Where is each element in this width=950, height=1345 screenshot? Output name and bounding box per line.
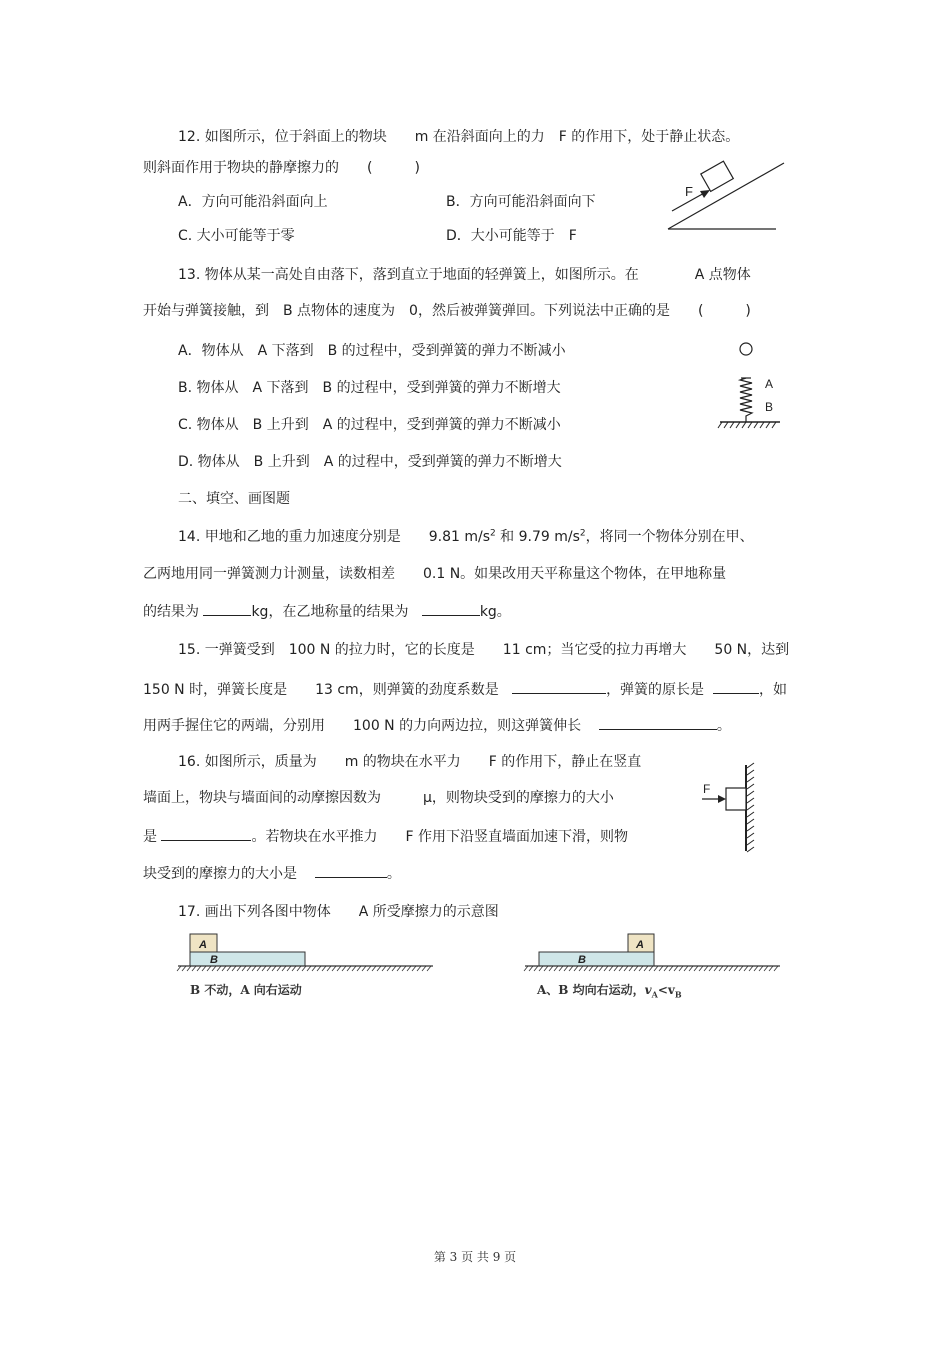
ground-hatch [654, 966, 658, 971]
ground-hatch [599, 966, 603, 971]
ground-hatch [639, 966, 643, 971]
ground-hatch [187, 966, 191, 971]
ground-hatch [589, 966, 593, 971]
q13-line2: 开始与弹簧接触，到 B 点物体的速度为 0，然后被弹簧弹回。下列说法中正确的是 ( ) [143, 303, 751, 319]
ground-hatch [584, 966, 588, 971]
ground-hatch [759, 966, 763, 971]
ground-hatch [217, 966, 221, 971]
ground-hatch [232, 966, 236, 971]
q12-option-b: B．方向可能沿斜面向下 [446, 194, 596, 210]
q16-line4: 块受到的摩擦力的大小是 。 [143, 863, 401, 883]
ground-hatch [387, 966, 391, 971]
q17-line1: 17. 画出下列各图中物体 A 所受摩擦力的示意图 [178, 904, 499, 920]
ground-hatch [287, 966, 291, 971]
ground-hatch [574, 966, 578, 971]
ground-hatch [212, 966, 216, 971]
ground-hatch [544, 966, 548, 971]
q12-option-d: D．大小可能等于 F [446, 228, 577, 244]
ground-hatch [749, 966, 753, 971]
block-b-label: B [578, 954, 586, 966]
q14-line1: 14. 甲地和乙地的重力加速度分别是 9.81 $m/s^2$ 和 9.79 $m/s^2$，将同一个物体分别在甲、 [178, 528, 754, 545]
ground-hatch [227, 966, 231, 971]
ground-hatch [372, 966, 376, 971]
ground-hatch [247, 966, 251, 971]
q15-line3: 用两手握住它的两端，分别用 100 N 的力向两边拉，则这弹簧伸长 。 [143, 715, 731, 735]
q13-line1: 13. 物体从某一高处自由落下，落到直立于地面的轻弹簧上，如图所示。在 A 点物体 [178, 267, 751, 283]
ground-hatch [377, 966, 381, 971]
ground-hatch [332, 966, 336, 971]
ground-hatch [242, 966, 246, 971]
q12-option-a: A．方向可能沿斜面向上 [178, 194, 328, 210]
ground-hatch [549, 966, 553, 971]
ground-hatch [292, 966, 296, 971]
ground-hatch [594, 966, 598, 971]
ground-hatch [529, 966, 533, 971]
ground-hatch [609, 966, 613, 971]
spring-figure [712, 338, 787, 438]
ground-hatch [704, 966, 708, 971]
ground-hatch [634, 966, 638, 971]
ground-hatch [659, 966, 663, 971]
ground-hatch [352, 966, 356, 971]
ground-hatch [207, 966, 211, 971]
ground-hatch [709, 966, 713, 971]
ground-hatch [534, 966, 538, 971]
ground-hatch [427, 966, 431, 971]
ground-hatch [699, 966, 703, 971]
ground-hatch [694, 966, 698, 971]
ground-hatch [629, 966, 633, 971]
incline-force-label: F [685, 184, 693, 199]
answer-blank[interactable] [315, 863, 387, 878]
ground-hatch [764, 966, 768, 971]
ground-hatch [397, 966, 401, 971]
ground-hatch [392, 966, 396, 971]
ground-hatch [197, 966, 201, 971]
q13-option-d: D. 物体从 B 上升到 A 的过程中，受到弹簧的弹力不断增大 [178, 454, 562, 470]
ground-hatch [769, 966, 773, 971]
ground-hatch [317, 966, 321, 971]
ground-hatch [669, 966, 673, 971]
block-a-label: A [636, 939, 644, 951]
q15-line2: 150 N 时，弹簧长度是 13 cm，则弹簧的劲度系数是 ，弹簧的原长是 ，如 [143, 679, 787, 699]
ground-hatch [417, 966, 421, 971]
ground-hatch [724, 966, 728, 971]
answer-blank[interactable] [512, 679, 606, 694]
ground-hatch [192, 966, 196, 971]
ground-hatch [679, 966, 683, 971]
ground-hatch [564, 966, 568, 971]
q14-line3: 的结果为 kg，在乙地称量的结果为 kg。 [143, 601, 511, 621]
section-heading: 二、填空、画图题 [178, 491, 290, 507]
ground-hatch [342, 966, 346, 971]
ground-hatch [347, 966, 351, 971]
wall-force-label: F [703, 782, 711, 796]
ground-hatch [312, 966, 316, 971]
ground-hatch [554, 966, 558, 971]
ground-hatch [297, 966, 301, 971]
ground-hatch [719, 966, 723, 971]
ground-hatch [569, 966, 573, 971]
ground-hatch [257, 966, 261, 971]
ground-hatch [619, 966, 623, 971]
answer-blank[interactable] [203, 601, 251, 616]
ground-hatch [337, 966, 341, 971]
answer-blank[interactable] [713, 679, 759, 694]
q12-line2: 则斜面作用于物块的静摩擦力的 ( ) [143, 160, 420, 176]
ground-hatch [689, 966, 693, 971]
q14-line2: 乙两地用同一弹簧测力计测量，读数相差 0.1 N。如果改用天平称量这个物体，在甲地称量 [143, 566, 727, 582]
ground-hatch [614, 966, 618, 971]
ground-hatch [774, 966, 778, 971]
ground-hatch [604, 966, 608, 971]
wall-block-figure [698, 762, 768, 857]
ground-hatch [367, 966, 371, 971]
ground-hatch [357, 966, 361, 971]
block-a-label: A [199, 939, 207, 951]
ground-hatch [744, 966, 748, 971]
ground-hatch [754, 966, 758, 971]
ground-hatch [182, 966, 186, 971]
ground-hatch [272, 966, 276, 971]
friction-figure-1-caption: B 不动，A 向右运动 [190, 983, 302, 997]
friction-figure-2 [522, 930, 784, 974]
q16-line1: 16. 如图所示，质量为 m 的物块在水平力 F 的作用下，静止在竖直 [178, 754, 642, 770]
ground-hatch [402, 966, 406, 971]
ground-hatch [422, 966, 426, 971]
ground-hatch [729, 966, 733, 971]
block-b-label: B [210, 954, 218, 966]
ground-hatch [362, 966, 366, 971]
q15-line1: 15. 一弹簧受到 100 N 的拉力时，它的长度是 11 cm；当它受的拉力再增大 50 N，达到 [178, 642, 790, 658]
ground-hatch [579, 966, 583, 971]
ground-hatch [322, 966, 326, 971]
ground-hatch [674, 966, 678, 971]
ground-hatch [407, 966, 411, 971]
q13-option-c: C. 物体从 B 上升到 A 的过程中，受到弹簧的弹力不断减小 [178, 417, 561, 433]
q13-option-a: A．物体从 A 下落到 B 的过程中，受到弹簧的弹力不断减小 [178, 343, 566, 359]
friction-figure-2-caption: A、B 均向右运动，$v_A<v_B$ [537, 983, 682, 1000]
q16-line3: 是 。若物块在水平推力 F 作用下沿竖直墙面加速下滑，则物 [143, 826, 628, 846]
answer-blank[interactable] [599, 715, 717, 730]
q12-option-c: C. 大小可能等于零 [178, 228, 295, 244]
ground-hatch [649, 966, 653, 971]
ground-hatch [559, 966, 563, 971]
q16-line2: 墙面上，物块与墙面间的动摩擦因数为 μ，则物块受到的摩擦力的大小 [143, 790, 614, 806]
answer-blank[interactable] [422, 601, 480, 616]
ground-hatch [267, 966, 271, 971]
ground-hatch [664, 966, 668, 971]
ground-hatch [684, 966, 688, 971]
friction-figure-1 [175, 930, 437, 974]
spring-label-b: B [765, 400, 774, 414]
page-footer: 第 3 页 共 9 页 [433, 1250, 517, 1264]
ground-hatch [222, 966, 226, 971]
ground-hatch [524, 966, 528, 971]
ground-hatch [237, 966, 241, 971]
ground-hatch [277, 966, 281, 971]
spring-label-a: A [765, 377, 774, 391]
ground-hatch [382, 966, 386, 971]
ground-hatch [734, 966, 738, 971]
ground-hatch [262, 966, 266, 971]
ground-hatch [714, 966, 718, 971]
ground-hatch [644, 966, 648, 971]
ground-hatch [307, 966, 311, 971]
answer-blank[interactable] [161, 826, 251, 841]
ground-hatch [327, 966, 331, 971]
ground-hatch [252, 966, 256, 971]
ground-hatch [302, 966, 306, 971]
ground-hatch [177, 966, 181, 971]
ground-hatch [202, 966, 206, 971]
ground-hatch [282, 966, 286, 971]
ground-hatch [739, 966, 743, 971]
ground-hatch [539, 966, 543, 971]
incline-figure [660, 155, 790, 235]
ground-hatch [624, 966, 628, 971]
ground-hatch [412, 966, 416, 971]
q12-line1: 12. 如图所示，位于斜面上的物块 m 在沿斜面向上的力 F 的作用下，处于静止状态。 [178, 129, 740, 145]
q13-option-b: B. 物体从 A 下落到 B 的过程中，受到弹簧的弹力不断增大 [178, 380, 561, 396]
